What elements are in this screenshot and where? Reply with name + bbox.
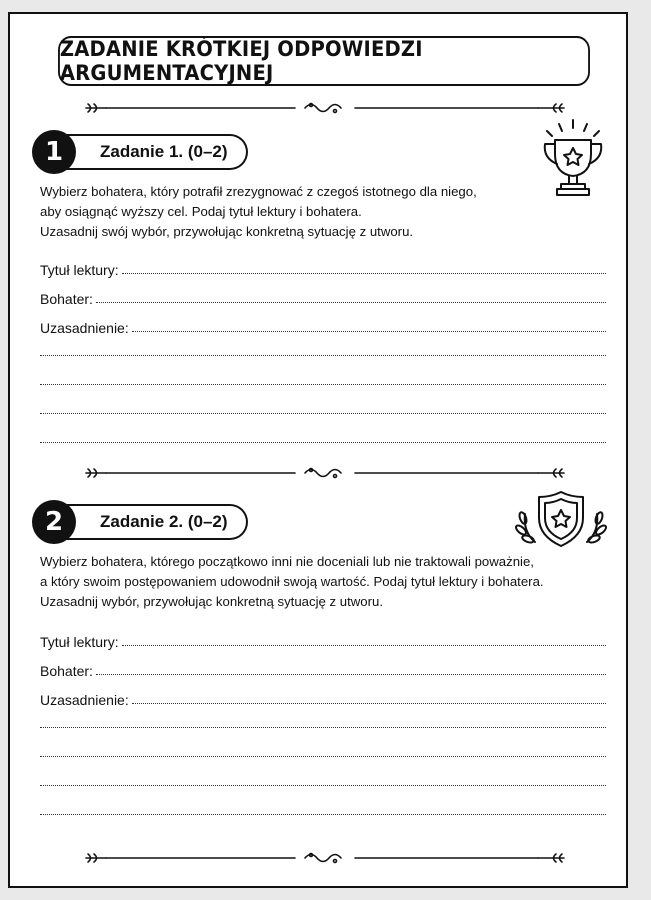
task-1-prompt-line: Uzasadnij swój wybór, przywołując konkretną sytuację z utworu. [40,224,414,239]
answer-line[interactable] [40,442,606,443]
worksheet-page [8,12,628,888]
task-2-title-field[interactable] [40,630,606,650]
task-2-header [32,500,272,544]
task-1-prompt-line: aby osiągnąć wyższy cel. Podaj tytuł lektury i bohatera. [40,204,362,219]
task-1-justification-field[interactable] [40,316,606,336]
task-2-justification-field[interactable] [40,688,606,708]
field-label: Tytuł lektury: [40,634,119,650]
task-1-title-field[interactable] [40,258,606,278]
answer-line[interactable] [132,330,606,332]
task-2-hero-field[interactable] [40,659,606,679]
ornament-divider-icon [80,100,570,116]
answer-line[interactable] [40,355,606,356]
answer-line[interactable] [40,727,606,728]
field-label: Bohater: [40,663,93,679]
answer-line[interactable] [122,272,606,274]
answer-line[interactable] [40,384,606,385]
task-2-prompt-line: Wybierz bohatera, którego początkowo inni nie doceniali lub nie traktowali poważnie, [40,554,534,569]
answer-line[interactable] [122,644,606,646]
field-label: Bohater: [40,291,93,307]
task-2-number: 2 [32,500,76,544]
answer-line[interactable] [40,413,606,414]
task-1-prompt [40,182,600,242]
ornament-divider-icon [80,465,570,481]
answer-line[interactable] [40,785,606,786]
worksheet-title: ZADANIE KRÓTKIEJ ODPOWIEDZI ARGUMENTACYJNEJ [58,36,590,86]
field-label: Uzasadnienie: [40,320,129,336]
answer-line[interactable] [132,702,606,704]
task-2-prompt [40,552,600,612]
answer-line[interactable] [40,814,606,815]
answer-line[interactable] [96,673,606,675]
task-1-label: Zadanie 1. (0–2) [62,134,248,170]
shield-laurel-icon [515,488,607,552]
answer-line[interactable] [40,756,606,757]
field-label: Uzasadnienie: [40,692,129,708]
task-2-prompt-line: Uzasadnij wybór, przywołując konkretną sytuację z utworu. [40,594,384,609]
task-1-hero-field[interactable] [40,287,606,307]
task-1-prompt-line: Wybierz bohatera, który potrafił zrezygnować z czegoś istotnego dla niego, [40,184,477,199]
field-label: Tytuł lektury: [40,262,119,278]
ornament-divider-icon [80,850,570,866]
task-1-header [32,130,272,174]
task-2-label: Zadanie 2. (0–2) [62,504,248,540]
answer-line[interactable] [96,301,606,303]
task-2-prompt-line: a który swoim postępowaniem udowodnił swoją wartość. Podaj tytuł lektury i bohatera. [40,574,544,589]
task-1-number: 1 [32,130,76,174]
